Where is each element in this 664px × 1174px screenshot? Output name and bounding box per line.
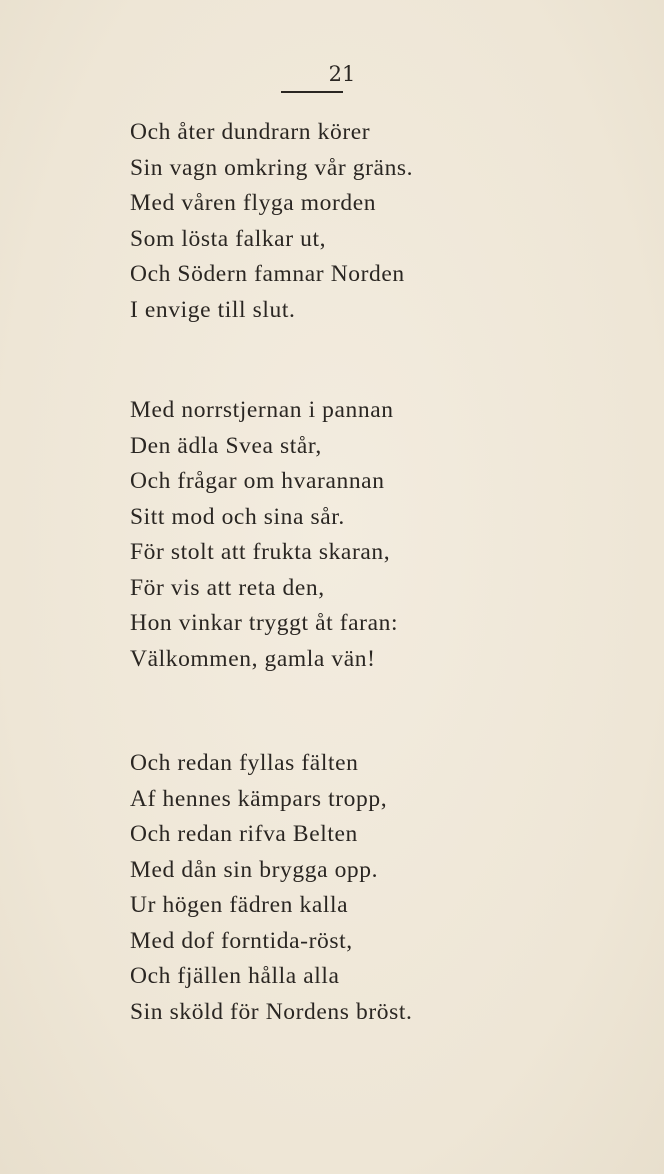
verse-line: Med dof forntida-röst, bbox=[130, 927, 353, 954]
verse-line: Och fjällen hålla alla bbox=[130, 963, 340, 989]
verse-line: Och åter dundrarn körer bbox=[130, 119, 371, 145]
verse-line: Med norrstjernan i pannan bbox=[130, 397, 394, 423]
verse-line: Med våren flyga morden bbox=[130, 190, 377, 216]
page-number: 21 bbox=[328, 62, 356, 86]
verse-line: Och Södern famnar Norden bbox=[130, 261, 405, 287]
verse-line: Med dån sin brygga opp. bbox=[130, 856, 379, 883]
verse-line: Och redan rifva Belten bbox=[130, 821, 358, 847]
stanza-2 bbox=[130, 393, 398, 677]
stanza-1 bbox=[130, 115, 413, 328]
verse-line: Ur högen fädren kalla bbox=[130, 892, 349, 918]
verse-line: Hon vinkar tryggt åt faran: bbox=[130, 610, 399, 636]
verse-line: I envige till slut. bbox=[130, 296, 296, 323]
verse-line: Sitt mod och sina sår. bbox=[130, 503, 345, 530]
verse-line: Sin sköld för Nordens bröst. bbox=[130, 998, 413, 1025]
verse-line: Och redan fyllas fälten bbox=[130, 750, 359, 776]
verse-line: Som lösta falkar ut, bbox=[130, 225, 327, 252]
verse-line: Och frågar om hvarannan bbox=[130, 468, 385, 494]
verse-line: Sin vagn omkring vår gräns. bbox=[130, 154, 414, 181]
verse-line: För vis att reta den, bbox=[130, 574, 325, 601]
verse-line: Af hennes kämpars tropp, bbox=[130, 785, 388, 812]
verse-line: Den ädla Svea står, bbox=[130, 432, 322, 459]
page-number-rule bbox=[281, 91, 343, 93]
verse-line: För stolt att frukta skaran, bbox=[130, 539, 391, 565]
verse-line: Välkommen, gamla vän! bbox=[130, 645, 376, 672]
stanza-3 bbox=[130, 746, 412, 1030]
